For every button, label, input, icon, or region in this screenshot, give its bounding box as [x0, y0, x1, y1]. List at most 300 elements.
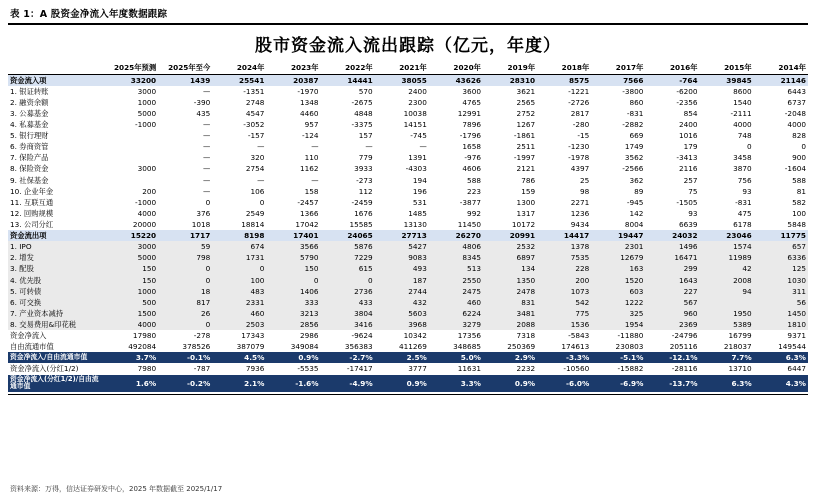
row-label: 7. 产业资本减持 — [8, 308, 104, 319]
table-cell: 2301 — [591, 241, 645, 252]
table-cell: 2475 — [429, 286, 483, 297]
table-cell: 14441 — [321, 74, 375, 86]
row-label: 资金净流入(分红1/2)/自由流通市值 — [8, 375, 104, 393]
table-cell: 5848 — [754, 219, 808, 230]
row-label: 3. 公募基金 — [8, 108, 104, 119]
table-cell: 669 — [591, 130, 645, 141]
table-cell: 218037 — [700, 341, 754, 352]
table-cell: 112 — [321, 186, 375, 197]
row-label: 5. 银行理财 — [8, 130, 104, 141]
table-cell: 2754 — [212, 163, 266, 174]
table-cell: 411269 — [375, 341, 429, 352]
table-cell — [104, 141, 158, 152]
table-row — [8, 363, 808, 374]
row-label: 6. 券商资管 — [8, 141, 104, 152]
table-cell: 13130 — [375, 219, 429, 230]
table-cell: 1485 — [375, 208, 429, 219]
table-cell: 615 — [321, 263, 375, 274]
table-cell: 174613 — [537, 341, 591, 352]
table-row — [8, 297, 808, 308]
table-cell: 230803 — [591, 341, 645, 352]
row-label: 12. 回购规模 — [8, 208, 104, 219]
table-cell: 3000 — [104, 86, 158, 97]
table-cell: 1950 — [700, 308, 754, 319]
table-cell: -1997 — [483, 152, 537, 163]
table-cell: 6178 — [700, 219, 754, 230]
table-cell: 1.6% — [104, 375, 158, 393]
table-cell: 2088 — [483, 319, 537, 330]
table-cell: 3621 — [483, 86, 537, 97]
fund-flow-table — [8, 62, 808, 393]
table-cell: 14151 — [375, 119, 429, 130]
table-cell: 3000 — [104, 241, 158, 252]
table-cell: 7936 — [212, 363, 266, 374]
table-cell: -15882 — [591, 363, 645, 374]
table-cell: -1230 — [537, 141, 591, 152]
table-cell: 5.0% — [429, 352, 483, 363]
table-cell: 23046 — [700, 230, 754, 241]
table-cell: 1731 — [212, 252, 266, 263]
table-cell: 0.9% — [375, 375, 429, 393]
table-cell: 6.3% — [754, 352, 808, 363]
table-cell: 2478 — [483, 286, 537, 297]
table-cell: 299 — [645, 263, 699, 274]
table-cell: 3968 — [375, 319, 429, 330]
table-cell: 142 — [591, 208, 645, 219]
table-cell: 159 — [483, 186, 537, 197]
table-cell: -157 — [212, 130, 266, 141]
table-cell: 588 — [429, 175, 483, 186]
col-header-year: 2025年至今 — [158, 62, 212, 75]
table-cell: 0 — [321, 275, 375, 286]
table-cell: — — [158, 130, 212, 141]
table-cell: — — [266, 175, 320, 186]
table-cell: 0.9% — [266, 352, 320, 363]
table-cell: 1018 — [158, 219, 212, 230]
table-cell: -945 — [591, 197, 645, 208]
row-label: 4. 优先股 — [8, 275, 104, 286]
table-cell: 0 — [266, 275, 320, 286]
table-cell: -1604 — [754, 163, 808, 174]
table-cell: -1000 — [104, 197, 158, 208]
table-cell: 100 — [754, 208, 808, 219]
row-label: 13. 公司分红 — [8, 219, 104, 230]
table-cell: 500 — [104, 297, 158, 308]
table-cell: 1450 — [754, 308, 808, 319]
table-cell: 362 — [591, 175, 645, 186]
table-cell: 4460 — [266, 108, 320, 119]
table-cell: 831 — [483, 297, 537, 308]
row-label: 6. 可交换 — [8, 297, 104, 308]
table-cell: 2986 — [266, 330, 320, 341]
table-cell: 3.7% — [104, 352, 158, 363]
row-label: 2. 增发 — [8, 252, 104, 263]
table-cell: — — [375, 141, 429, 152]
table-cell: 6447 — [754, 363, 808, 374]
table-cell: 493 — [375, 263, 429, 274]
row-label: 2. 融资余额 — [8, 97, 104, 108]
table-cell: 4765 — [429, 97, 483, 108]
table-cell: 2532 — [483, 241, 537, 252]
table-cell: 1267 — [483, 119, 537, 130]
table-cell: 1391 — [375, 152, 429, 163]
table-cell: -1.6% — [266, 375, 320, 393]
table-cell: -2459 — [321, 197, 375, 208]
table-cell: 325 — [591, 308, 645, 319]
table-cell: 26 — [158, 308, 212, 319]
table-cell: 2744 — [375, 286, 429, 297]
table-cell: 817 — [158, 297, 212, 308]
table-row — [8, 208, 808, 219]
table-cell: 59 — [158, 241, 212, 252]
table-cell: 39845 — [700, 74, 754, 86]
table-cell: 8004 — [591, 219, 645, 230]
table-cell: 7229 — [321, 252, 375, 263]
table-cell: 13710 — [700, 363, 754, 374]
table-cell: 25 — [537, 175, 591, 186]
table-cell: 3804 — [321, 308, 375, 319]
col-header-year: 2024年 — [212, 62, 266, 75]
table-cell: 16799 — [700, 330, 754, 341]
table-cell: 2565 — [483, 97, 537, 108]
table-cell: 542 — [537, 297, 591, 308]
table-cell: 1300 — [483, 197, 537, 208]
table-cell: 960 — [645, 308, 699, 319]
table-cell: 150 — [266, 263, 320, 274]
table-row — [8, 230, 808, 241]
table-row — [8, 263, 808, 274]
table-cell: 3481 — [483, 308, 537, 319]
table-row — [8, 241, 808, 252]
table-cell: 657 — [754, 241, 808, 252]
row-label: 资金流出项 — [8, 230, 104, 241]
table-cell: 1030 — [754, 275, 808, 286]
table-cell: 7566 — [591, 74, 645, 86]
table-row — [8, 130, 808, 141]
table-cell: 2331 — [212, 297, 266, 308]
table-row — [8, 108, 808, 119]
table-row — [8, 119, 808, 130]
table-cell: 149544 — [754, 341, 808, 352]
table-cell: -6.0% — [537, 375, 591, 393]
table-cell: -1861 — [483, 130, 537, 141]
table-cell: 513 — [429, 263, 483, 274]
table-cell: 200 — [537, 275, 591, 286]
table-cell: 1406 — [266, 286, 320, 297]
table-row — [8, 175, 808, 186]
table-cell: 1350 — [483, 275, 537, 286]
table-cell: -12.1% — [645, 352, 699, 363]
table-cell: 7896 — [429, 119, 483, 130]
table-cell: -1505 — [645, 197, 699, 208]
table-cell: 17980 — [104, 330, 158, 341]
table-cell: 3458 — [700, 152, 754, 163]
table-cell: 1439 — [158, 74, 212, 86]
table-cell: 7535 — [537, 252, 591, 263]
table-cell: 957 — [266, 119, 320, 130]
table-cell: 1348 — [266, 97, 320, 108]
table-cell: 8600 — [700, 86, 754, 97]
table-row — [8, 330, 808, 341]
table-cell: -1000 — [104, 119, 158, 130]
col-header-year: 2017年 — [591, 62, 645, 75]
col-header-year: 2019年 — [483, 62, 537, 75]
row-label: 1. 银证转账 — [8, 86, 104, 97]
table-cell: 194 — [375, 175, 429, 186]
table-cell: 223 — [429, 186, 483, 197]
table-cell: -3800 — [591, 86, 645, 97]
table-cell: 4000 — [754, 119, 808, 130]
table-cell: 320 — [212, 152, 266, 163]
table-cell: 2752 — [483, 108, 537, 119]
table-cell: 1222 — [591, 297, 645, 308]
col-header-year: 2018年 — [537, 62, 591, 75]
table-cell: 376 — [158, 208, 212, 219]
table-cell: -2675 — [321, 97, 375, 108]
table-cell: 0 — [212, 197, 266, 208]
table-cell: 6737 — [754, 97, 808, 108]
table-cell: 992 — [429, 208, 483, 219]
table-cell: 786 — [483, 175, 537, 186]
table-cell: 2503 — [212, 319, 266, 330]
table-cell: 227 — [645, 286, 699, 297]
table-cell: — — [158, 175, 212, 186]
table-cell: 433 — [321, 297, 375, 308]
table-cell: 6639 — [645, 219, 699, 230]
table-cell: 4606 — [429, 163, 483, 174]
table-row — [8, 308, 808, 319]
table-cell: 1810 — [754, 319, 808, 330]
table-cell: 205116 — [645, 341, 699, 352]
table-cell: 1658 — [429, 141, 483, 152]
table-cell: 5000 — [104, 108, 158, 119]
col-header-year: 2025年预测 — [104, 62, 158, 75]
table-cell: 1574 — [700, 241, 754, 252]
table-cell: 5790 — [266, 252, 320, 263]
table-cell: 435 — [158, 108, 212, 119]
table-cell: 4.3% — [754, 375, 808, 393]
table-cell: 43626 — [429, 74, 483, 86]
table-cell: -2111 — [700, 108, 754, 119]
table-cell: 1536 — [537, 319, 591, 330]
table-cell: -3413 — [645, 152, 699, 163]
table-cell: 7.7% — [700, 352, 754, 363]
table-cell: 125 — [754, 263, 808, 274]
table-cell: -1796 — [429, 130, 483, 141]
table-cell: -9624 — [321, 330, 375, 341]
table-cell: 3566 — [266, 241, 320, 252]
col-header-year: 2022年 — [321, 62, 375, 75]
table-row — [8, 375, 808, 393]
table-cell: 1317 — [483, 208, 537, 219]
row-label: 8. 保险资金 — [8, 163, 104, 174]
table-cell: 163 — [591, 263, 645, 274]
table-cell: 4848 — [321, 108, 375, 119]
table-cell: 89 — [591, 186, 645, 197]
table-cell: -24796 — [645, 330, 699, 341]
table-cell: 10172 — [483, 219, 537, 230]
table-cell: -831 — [700, 197, 754, 208]
table-cell: -6.9% — [591, 375, 645, 393]
table-cell: 460 — [429, 297, 483, 308]
table-cell: 6.3% — [700, 375, 754, 393]
table-row — [8, 275, 808, 286]
table-cell: 20991 — [483, 230, 537, 241]
table-cell: 5876 — [321, 241, 375, 252]
table-cell: 492084 — [104, 341, 158, 352]
table-cell: 8198 — [212, 230, 266, 241]
table-title: 股市资金流入流出跟踪（亿元，年度） — [255, 35, 561, 56]
row-label: 资金净流入 — [8, 330, 104, 341]
table-cell: 15220 — [104, 230, 158, 241]
table-cell: 21146 — [754, 74, 808, 86]
table-cell: 150 — [104, 263, 158, 274]
table-cell: 24065 — [321, 230, 375, 241]
table-cell: 1954 — [591, 319, 645, 330]
table-cell: 2856 — [266, 319, 320, 330]
table-cell: — — [158, 152, 212, 163]
table-cell: 228 — [537, 263, 591, 274]
row-label: 9. 社保基金 — [8, 175, 104, 186]
table-cell: 250369 — [483, 341, 537, 352]
table-cell: -0.1% — [158, 352, 212, 363]
table-cell: 0.9% — [483, 375, 537, 393]
table-cell: -28116 — [645, 363, 699, 374]
table-cell: — — [266, 141, 320, 152]
table-cell: 10342 — [375, 330, 429, 341]
table-cell: 582 — [754, 197, 808, 208]
table-cell: -6200 — [645, 86, 699, 97]
table-cell: -390 — [158, 97, 212, 108]
table-cell: 2511 — [483, 141, 537, 152]
table-cell: 0 — [158, 319, 212, 330]
table-cell: 11989 — [700, 252, 754, 263]
table-cell: 854 — [645, 108, 699, 119]
table-cell: 17343 — [212, 330, 266, 341]
table-cell: 150 — [104, 275, 158, 286]
table-cell: 11775 — [754, 230, 808, 241]
table-cell: 0 — [158, 263, 212, 274]
table-cell: 0 — [754, 141, 808, 152]
table-cell: 27713 — [375, 230, 429, 241]
table-cell: -3.3% — [537, 352, 591, 363]
table-cell — [104, 130, 158, 141]
col-header-year: 2015年 — [700, 62, 754, 75]
table-row — [8, 141, 808, 152]
table-cell: 356383 — [321, 341, 375, 352]
table-cell: 93 — [700, 186, 754, 197]
table-cell: — — [158, 141, 212, 152]
table-cell: 3.3% — [429, 375, 483, 393]
table-row — [8, 152, 808, 163]
table-cell: -745 — [375, 130, 429, 141]
table-cell: -764 — [645, 74, 699, 86]
table-row — [8, 252, 808, 263]
table-cell: 570 — [321, 86, 375, 97]
table-cell: 798 — [158, 252, 212, 263]
table-cell: -3375 — [321, 119, 375, 130]
table-cell — [104, 175, 158, 186]
col-header-year: 2021年 — [375, 62, 429, 75]
table-cell: 1000 — [104, 97, 158, 108]
row-label: 11. 互联互通 — [8, 197, 104, 208]
table-cell: 349084 — [266, 341, 320, 352]
table-cell: 2.5% — [375, 352, 429, 363]
row-label: 1. IPO — [8, 241, 104, 252]
table-cell: 2400 — [375, 86, 429, 97]
table-cell: 6224 — [429, 308, 483, 319]
table-cell: 93 — [645, 208, 699, 219]
table-cell: 94 — [700, 286, 754, 297]
table-row — [8, 219, 808, 230]
table-cell: -1970 — [266, 86, 320, 97]
table-cell: 674 — [212, 241, 266, 252]
table-cell: 3000 — [104, 163, 158, 174]
table-row — [8, 197, 808, 208]
table-cell: 2232 — [483, 363, 537, 374]
table-cell: 3416 — [321, 319, 375, 330]
table-cell: 460 — [212, 308, 266, 319]
table-cell: 4000 — [104, 319, 158, 330]
table-cell: 6443 — [754, 86, 808, 97]
table-cell: 12679 — [591, 252, 645, 263]
table-cell: 19447 — [591, 230, 645, 241]
row-label: 资金净流入(分红1/2) — [8, 363, 104, 374]
table-cell: 26270 — [429, 230, 483, 241]
table-cell: 11450 — [429, 219, 483, 230]
table-cell: -787 — [158, 363, 212, 374]
table-cell: 5427 — [375, 241, 429, 252]
table-cell: -1351 — [212, 86, 266, 97]
table-cell: 7318 — [483, 330, 537, 341]
table-cell: 14417 — [537, 230, 591, 241]
table-cell: 4.5% — [212, 352, 266, 363]
table-body — [8, 74, 808, 392]
table-cell: 1496 — [645, 241, 699, 252]
table-cell: 2300 — [375, 97, 429, 108]
row-label: 10. 企业年金 — [8, 186, 104, 197]
table-cell: 0 — [158, 197, 212, 208]
table-row — [8, 319, 808, 330]
table-cell: — — [158, 163, 212, 174]
table-cell: 28310 — [483, 74, 537, 86]
table-cell: — — [158, 86, 212, 97]
col-header-year: 2023年 — [266, 62, 320, 75]
table-cell: 4000 — [700, 119, 754, 130]
table-cell: 1749 — [591, 141, 645, 152]
table-cell: 257 — [645, 175, 699, 186]
table-cell: 15585 — [321, 219, 375, 230]
table-cell: 2271 — [537, 197, 591, 208]
table-cell: — — [212, 175, 266, 186]
table-cell: 16471 — [645, 252, 699, 263]
table-cell: 1676 — [321, 208, 375, 219]
table-cell: 9371 — [754, 330, 808, 341]
table-cell: 10038 — [375, 108, 429, 119]
table-cell: 106 — [212, 186, 266, 197]
table-cell: -280 — [537, 119, 591, 130]
table-cell: 75 — [645, 186, 699, 197]
table-cell: 775 — [537, 308, 591, 319]
table-cell: 860 — [591, 97, 645, 108]
table-cell: 56 — [754, 297, 808, 308]
table-cell: 0 — [158, 275, 212, 286]
table-cell — [700, 297, 754, 308]
table-cell: 2121 — [483, 163, 537, 174]
table-cell: 12991 — [429, 108, 483, 119]
bottom-divider — [8, 394, 808, 395]
row-label: 自由流通市值 — [8, 341, 104, 352]
